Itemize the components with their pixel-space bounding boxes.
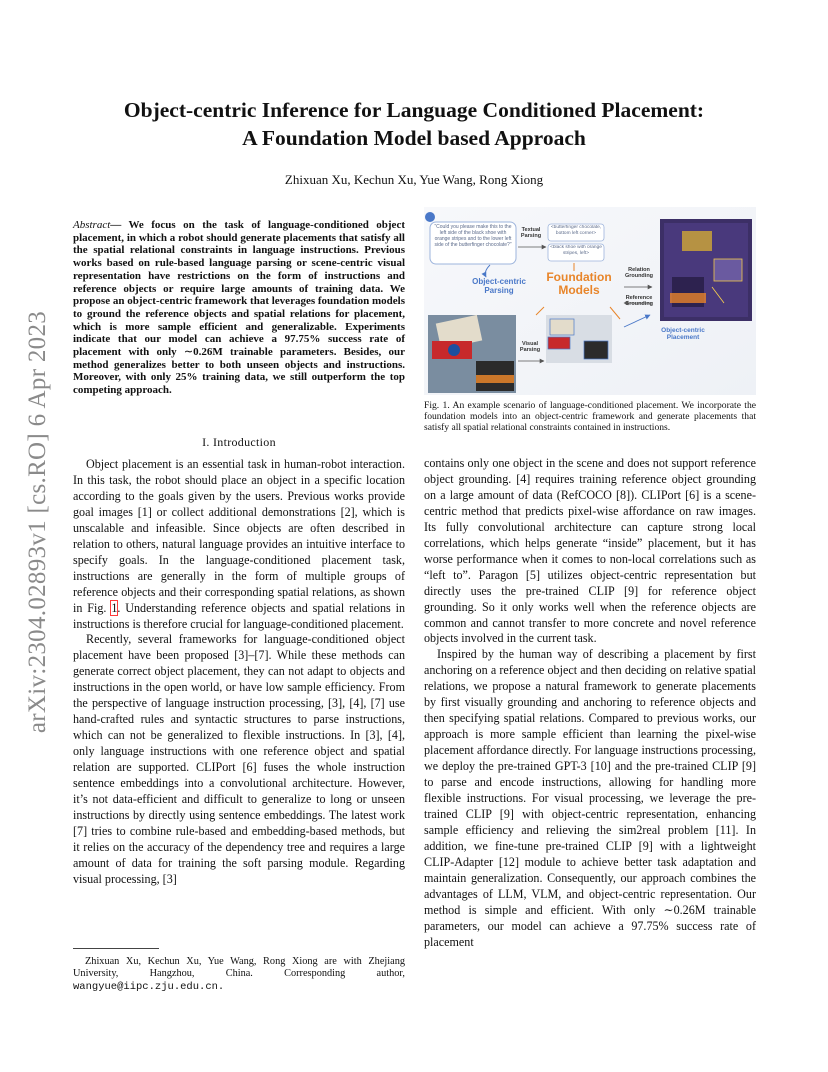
bm-object-card [550,319,574,335]
right-column-body [424,456,756,951]
section-heading-text: I. Introduction [202,435,276,449]
user-icon [425,212,435,222]
intro-paragraph-2: Recently, several frameworks for language-conditioned object placement have been proposed [3]–[7]. While these methods can generate correct object placement, they can not adapt to objects and instructions in the open world, or have low sample efficiency. From the perspective of language instruction processing, [3], [4], [7] use hand-crafted rules and syntactic structures to parse instructions, which can not be generalized to flexible instructions. In [3], [4], only language instructions with one reference object and spatial relation are supported. CLIPort [6] fuses the whole instruction sentence embeddings into a convolutional architecture. However, it’s not data-efficient and difficult to generalize to long or unseen instructions by directly using sentence embeddings. The latest work [7] tries to combine rule-based and embedding-based methods, but it relies on the accuracy of the dependency tree and requires a large amount of data for training the soft parsing module. Regarding visual processing, [3] [73,632,405,886]
intro-p1-text-b: . Understanding reference objects and spatial relations in instructions is therefore crucial for language-conditioned placement. [73,600,405,631]
arxiv-side-stamp [20,292,56,752]
instruction-text: “Could you please make this to the left side of the black shoe with orange stripes and to the lower left side of the butterfinger chocolate?” [434,224,512,248]
abstract-lead: Abstract [73,219,111,231]
bm-object-pepsi [548,337,570,349]
footnote-paragraph [73,956,405,993]
object-centric-parsing-label: Object-centric Parsing [472,277,526,295]
bm-object-shoe [584,341,608,359]
foundation-models-label: Foundation Models [546,271,612,297]
title-line-1: Object-centric Inference for Language Conditioned Placement: [123,98,705,122]
intro-p1-text-a: Object placement is an essential task in human-robot interaction. In this task, the robot should place an object in a specific location according to the goals given by the users. Previous works provide goal images [1] or collect additional demonstrations [2], which is unscalable and infeasible. Since objects are often described in relation to others, natural language provides an intuitive interface to specify goals. In the language-conditioned placement task, instructions are generally in the form of multiple groups of reference objects and their corresponding spatial relations, as shown in Fig. [73,457,405,615]
scene-placement-marker [714,259,742,281]
section-heading-introduction [73,435,405,450]
left-column-body [73,457,405,888]
textual-parsing-label: Textual Parsing [520,227,542,239]
abstract-text: — We focus on the task of language-conditioned object placement, in which a robot should generate placements that satisfy all the spatial relational constraints in language instructions. Previous works based on rule-based language parsing or scene-centric visual representation have restrictions on the form of instructions and reference objects or require large amounts of training data. We propose an object-centric framework that leverages foundation models to ground the reference objects and spatial relations for placement, which is more sample efficient and generalizable. Experiments indicate that our model can achieve a 97.75% success rate of placement with only ∼0.26M trainable parameters. Besides, our method generalizes better to both unseen objects and instructions. Moreover, with only 25% training data, we still outperform the top competing approach. [73,219,405,397]
paper-title [60,96,768,152]
scene-shoe-stripes [670,293,706,303]
scene-object-chocolate [682,231,712,251]
abstract [73,219,405,397]
bl-shoe-stripes [476,375,514,383]
arxiv-stamp-text: arXiv:2304.02893v1 [cs.RO] 6 Apr 2023 [24,310,51,734]
title-line-2: A Foundation Model based Approach [242,126,586,150]
footnote [73,956,405,993]
author-list: Zhixuan Xu, Kechun Xu, Yue Wang, Rong Xiong [284,172,544,187]
intro-paragraph-1 [73,457,405,632]
visual-parsing-label: Visual Parsing [519,341,541,353]
object-centric-placement-label: Object-centric Placement [661,327,705,342]
footnote-divider [73,948,159,949]
parsed-text-1: <butterfinger chocolate, bottom left corner> [550,225,602,236]
figure-1-caption: Fig. 1. An example scenario of language-conditioned placement. We incorporate the foundation models into an object-centric framework and generate placements that satisfy all spatial relational constraints contained in instructions. [424,400,756,434]
parsed-text-2: <black shoe with orange stripes, left> [550,245,602,256]
figure-1 [424,207,756,395]
bl-pepsi-logo [448,344,460,356]
footnote-text: Zhixuan Xu, Kechun Xu, Yue Wang, Rong Xiong are with Zhejiang University, Hangzhou, China. Corresponding author, [73,956,405,980]
right-paragraph-1: contains only one object in the scene and does not support reference object grounding. [4] requires training reference object grounding on a large amount of data (RefCOCO [8]). CLIPort [6] is a scene-centric method that predicts pixel-wise affordance on raw images. Its fully convolutional architecture can capture strong local correlations, which helps generate “inside” placement, but it has worse performance when it comes to non-local correlations such as “left to”. Paragon [5] utilizes object-centric representation but directly uses the pre-trained CLIP [9] for reference object grounding. So it only works well when the reference objects are common and cannot transfer to more concrete and novel reference objects involved in the current task. [424,456,756,646]
relation-grounding-label: Relation Grounding [624,267,654,279]
figure-reference-link[interactable]: 1 [111,600,118,615]
reference-grounding-label: Reference Grounding [624,295,654,307]
right-paragraph-2: Inspired by the human way of describing a placement by first anchoring on a reference object and then deciding on relative spatial relations, we propose a natural framework to generate placements by first visually grounding and anchoring to reference objects and then specifying spatial relations. Compared to previous works, our approach is more sample efficient than learning the pixel-wise placement affordance directly. For language instructions processing, we deploy the pre-trained GPT-3 [10] and the pre-trained CLIP [9] to parse and encode instructions, allowing for handling more flexible instructions. For visual processing, we leverage the pre-trained CLIP [9] with object-centric representation, enhancing sample efficiency and relieving the sim2real problem [11]. In addition, we fine-tune pre-trained CLIP [9] with a lightweight CLIP-Adapter [12] module to achieve better task adaptation and maintain generalization. Consequently, our approach combines the advantages of LLM, VLM, and object-centric representation. Our method is simple and efficient. With only ∼0.26M trainable parameters, our model can achieve a 97.75% success rate of placement [424,647,756,949]
figure-1-diagram [424,207,756,395]
corresponding-email-link[interactable]: wangyue@iipc.zju.edu.cn. [73,980,225,993]
